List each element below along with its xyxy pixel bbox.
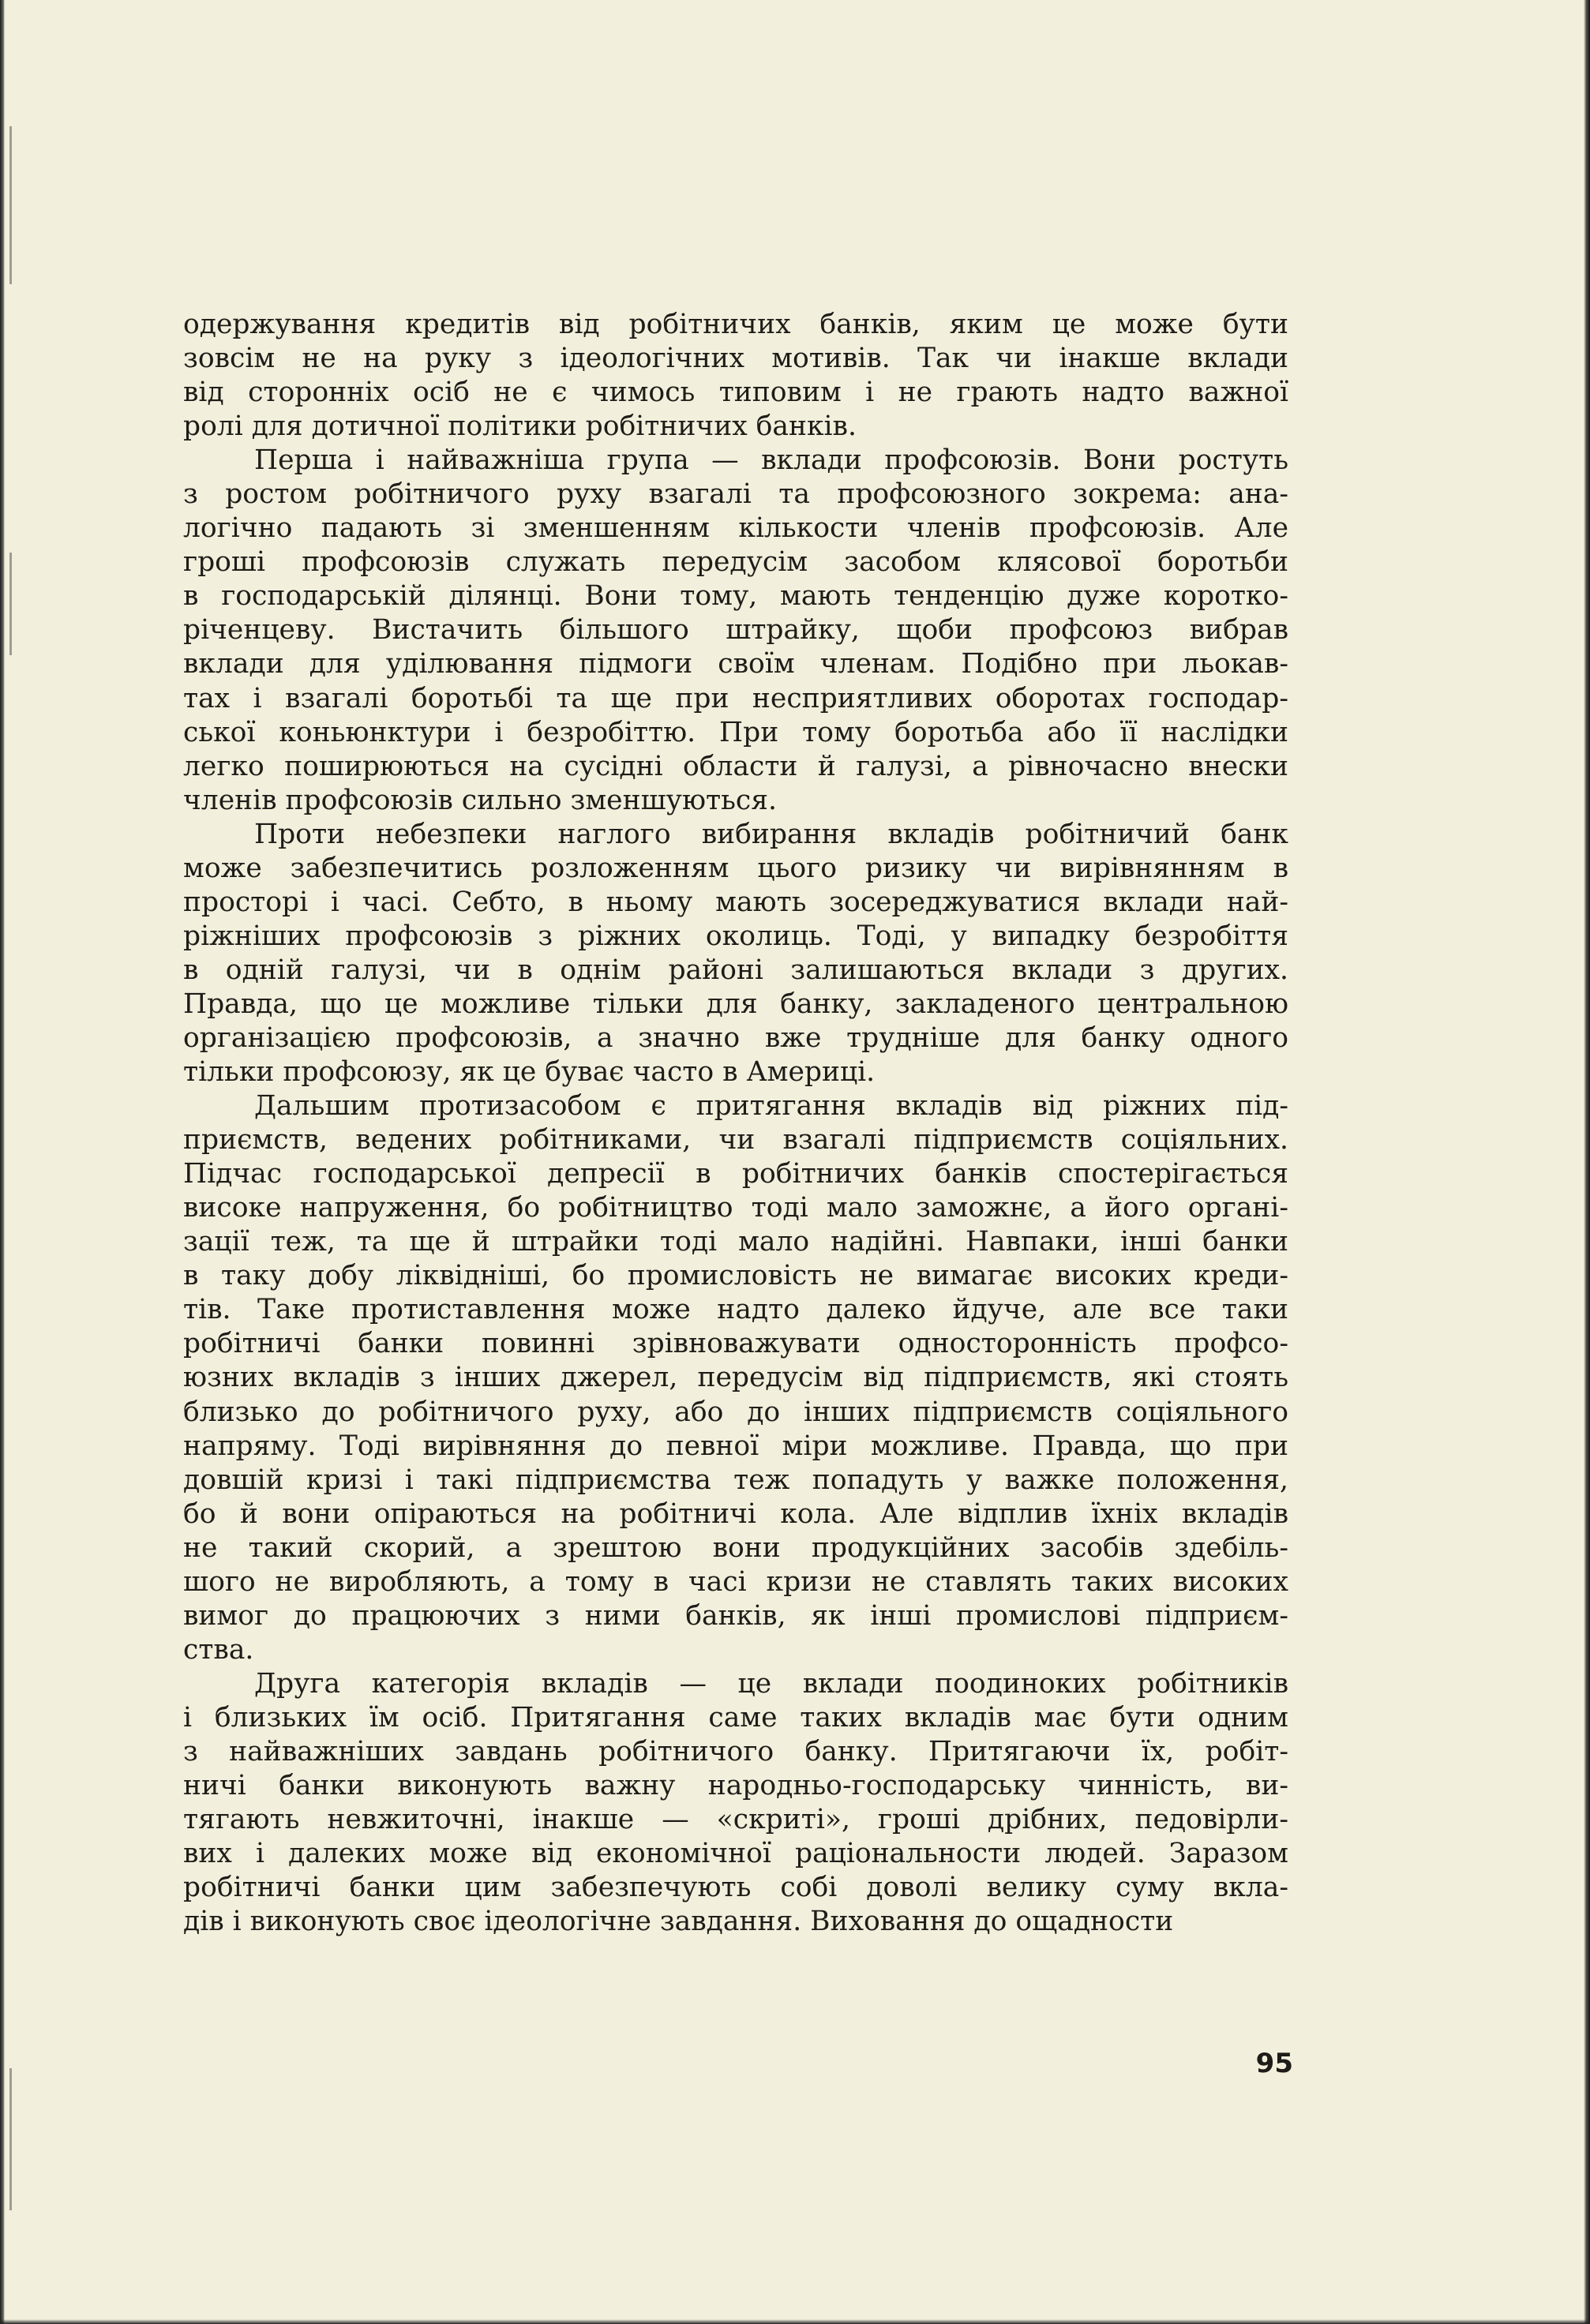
margin-mark — [9, 2068, 12, 2210]
text-line: тягають невжиточні, інакше — «скриті», гроші дрібних, педовірли- — [183, 1804, 1288, 1836]
page-number: 95 — [1255, 2048, 1293, 2079]
text-line: Підчас господарської депресії в робітничих банків спостерігається — [183, 1158, 1288, 1190]
text-line: в таку добу ліквідніші, бо промисловість не вимагає високих креди- — [183, 1260, 1288, 1292]
text-line: шого не виробляють, а тому в часі кризи не ставлять таких високих — [183, 1565, 1288, 1598]
text-line: високе напруження, бо робітництво тоді мало заможнє, а його органі- — [183, 1192, 1288, 1224]
text-line: вимог до працюючих з ними банків, як інші промислові підприєм- — [183, 1599, 1288, 1632]
text-line: робітничі банки цим забезпечують собі доволі велику суму вкла- — [183, 1872, 1288, 1904]
text-line: робітничі банки повинні зрівноважувати односторонність профсо- — [183, 1328, 1288, 1360]
text-line: ства. — [183, 1633, 254, 1666]
text-line: не такий скорий, а зрештою вони продукційних засобів здебіль- — [183, 1531, 1288, 1564]
paragraph — [183, 1667, 1288, 1939]
text-line: зовсім не на руку з ідеологічних мотивів. Так чи інакше вклади — [183, 343, 1288, 375]
margin-mark — [9, 553, 12, 655]
text-line: з найважніших завдань робітничого банку. Притягаючи їх, робіт- — [183, 1735, 1288, 1767]
body-text — [183, 308, 1288, 1939]
text-line: і близьких їм осіб. Притягання саме таких вкладів має бути одним — [183, 1701, 1288, 1734]
text-line: ської коньюнктури і безробіттю. При тому боротьба або її наслідки — [183, 716, 1288, 748]
text-line: в одній галузі, чи в однім районі залишаються вклади з других. — [183, 954, 1288, 986]
text-line: тах і взагалі боротьбі та ще при несприятливих оборотах господар- — [183, 682, 1288, 714]
text-line: Проти небезпеки наглого вибирання вкладів робітничий банк — [254, 818, 1288, 850]
text-line: Дальшим протизасобом є притягання вкладів від ріжних під- — [254, 1090, 1288, 1123]
text-line: просторі і часі. Себто, в ньому мають зосереджуватися вклади най- — [183, 886, 1288, 918]
text-line: напряму. Тоді вирівняння до певної міри можливе. Правда, що при — [183, 1430, 1288, 1462]
text-line: дів і виконують своє ідеологічне завдання. Виховання до ощадности — [183, 1906, 1174, 1938]
text-line: тів. Таке протиставлення може надто далеко йдуче, але все таки — [183, 1294, 1288, 1326]
text-line: вклади для уділювання підмоги своїм членам. Подібно при льокав- — [183, 648, 1288, 680]
paragraph — [183, 308, 1288, 444]
text-line: Перша і найважніша група — вклади профсоюзів. Вони ростуть — [254, 444, 1288, 477]
text-line: організацією профсоюзів, а значно вже трудніше для банку одного — [183, 1021, 1288, 1054]
text-line: ничі банки виконують важну народньо-господарську чинність, ви- — [183, 1770, 1288, 1802]
text-line: річенцеву. Вистачить більшого штрайку, щоби профсоюз вибрав — [183, 614, 1288, 647]
text-line: в господарській ділянці. Вони тому, мають тенденцію дуже коротко- — [183, 580, 1288, 613]
text-line: логічно падають зі зменшенням кількости членів профсоюзів. Але — [183, 512, 1288, 545]
scan-edge-right — [1584, 0, 1590, 2324]
text-line: тільки профсоюзу, як це буває часто в Америці. — [183, 1056, 876, 1089]
text-line: близько до робітничого руху, або до інших підприємств соціяльного — [183, 1396, 1288, 1428]
text-line: довшій кризі і такі підприємства теж попадуть у важке положення, — [183, 1464, 1288, 1496]
text-line: членів профсоюзів сильно зменшуються. — [183, 784, 777, 816]
text-line: бо й вони опіраються на робітничі кола. Але відплив їхніх вкладів — [183, 1497, 1288, 1530]
text-line: приємств, ведених робітниками, чи взагалі підприємств соціяльних. — [183, 1124, 1288, 1156]
text-line: вих і далеких може від економічної раціональности людей. Заразом — [183, 1838, 1288, 1870]
text-line: одержування кредитів від робітничих банків, яким це може бути — [183, 309, 1288, 340]
scan-edge-bottom — [0, 2319, 1590, 2324]
text-line: може забезпечитись розложенням цього ризику чи вирівнянням в — [183, 852, 1288, 884]
text-line: Правда, що це можливе тільки для банку, закладеного центральною — [183, 988, 1288, 1020]
text-line: зації теж, та ще й штрайки тоді мало надійні. Навпаки, інші банки — [183, 1226, 1288, 1258]
text-line: від сторонніх осіб не є чимось типовим і не грають надто важної — [183, 377, 1288, 409]
text-line: Друга категорія вкладів — це вклади поодиноких робітників — [254, 1667, 1288, 1700]
text-line: легко поширюються на сусідні области й галузі, а рівночасно внески — [183, 750, 1288, 782]
text-line: ріжніших профсоюзів з ріжних околиць. Тоді, у випадку безробіття — [183, 920, 1288, 952]
margin-mark — [9, 126, 12, 284]
text-line: гроші профсоюзів служать передусім засобом клясової боротьби — [183, 546, 1288, 579]
paragraph — [183, 444, 1288, 818]
text-line: ролі для дотичної політики робітничих банків. — [183, 410, 857, 443]
paragraph — [183, 1089, 1288, 1667]
text-line: юзних вкладів з інших джерел, передусім від підприємств, які стоять — [183, 1362, 1288, 1394]
text-line: з ростом робітничого руху взагалі та профсоюзного зокрема: ана- — [183, 478, 1288, 511]
paragraph — [183, 818, 1288, 1089]
scan-edge-left — [0, 0, 5, 2324]
